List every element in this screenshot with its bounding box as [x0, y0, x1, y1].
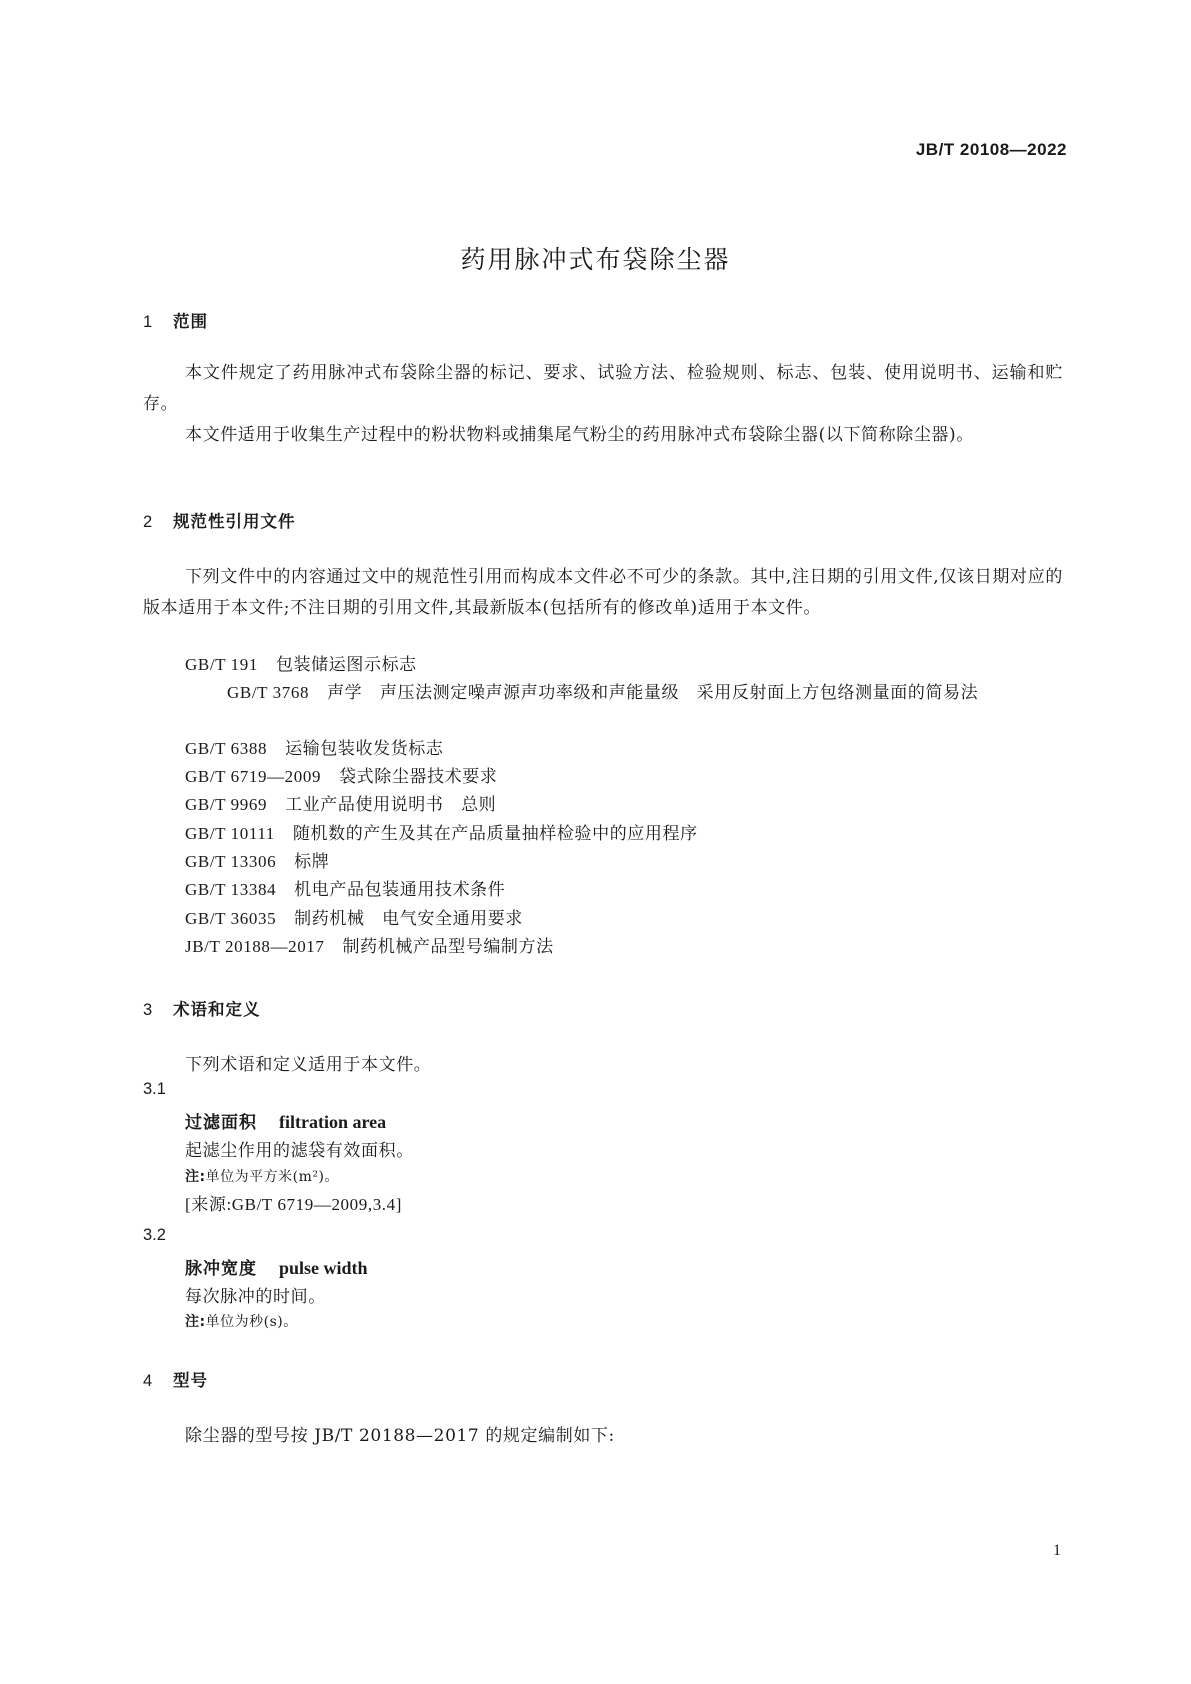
reference-code: GB/T 9969	[185, 795, 268, 814]
section-heading-terms	[143, 996, 261, 1020]
model-intro: 除尘器的型号按 JB/T 20188—2017 的规定编制如下:	[185, 1426, 615, 1446]
note-label: 注:	[185, 1314, 206, 1330]
reference-item	[185, 931, 1065, 963]
term-definition: 起滤尘作用的滤袋有效面积。	[185, 1141, 414, 1161]
scope-paragraph-2: 本文件适用于收集生产过程中的粉状物料或捕集尾气粉尘的药用脉冲式布袋除尘器(以下简称除尘器)。	[185, 425, 974, 445]
reference-title: 机电产品包装通用技术条件	[294, 880, 506, 900]
section-title: 型号	[173, 1371, 208, 1390]
reference-title: 声学 声压法测定噪声源声功率级和声能量级 采用反射面上方包络测量面的简易法	[327, 683, 979, 703]
term-number: 3.2	[143, 1226, 166, 1244]
references-intro: 下列文件中的内容通过文中的规范性引用而构成本文件必不可少的条款。其中,注日期的引用文件,仅该日期对应的版本适用于本文件;不注日期的引用文件,其最新版本(包括所有的修改单)适用于本文件。	[143, 567, 1063, 618]
reference-title: 标牌	[294, 852, 330, 872]
term-definition: 每次脉冲的时间。	[185, 1287, 326, 1307]
reference-code: GB/T 6719—2009	[185, 767, 322, 786]
reference-code: GB/T 191	[185, 655, 258, 674]
reference-title: 随机数的产生及其在产品质量抽样检验中的应用程序	[292, 824, 698, 844]
note-text: 单位为秒(s)。	[205, 1314, 298, 1330]
note-text: 单位为平方米(m²)。	[205, 1169, 339, 1185]
section-heading-references	[143, 508, 296, 532]
scope-paragraph-1: 本文件规定了药用脉冲式布袋除尘器的标记、要求、试验方法、检验规则、标志、包装、使用说明书、运输和贮存。	[143, 363, 1063, 414]
section-title: 范围	[173, 312, 208, 331]
reference-item	[143, 677, 1063, 709]
reference-item	[185, 789, 1065, 821]
reference-code: JB/T 20188—2017	[185, 937, 325, 956]
reference-title: 制药机械 电气安全通用要求	[294, 909, 523, 929]
terms-intro: 下列术语和定义适用于本文件。	[185, 1055, 432, 1075]
reference-title: 包装储运图示标志	[275, 655, 417, 675]
reference-code: GB/T 10111	[185, 824, 275, 843]
reference-item	[185, 874, 1065, 906]
section-number: 4	[143, 1372, 154, 1390]
reference-code: GB/T 6388	[185, 739, 268, 758]
standard-number: JB/T 20108—2022	[915, 140, 1067, 159]
term-heading	[185, 1254, 368, 1279]
reference-code: GB/T 13384	[185, 880, 277, 899]
note-label: 注:	[185, 1169, 206, 1185]
reference-code: GB/T 3768	[227, 683, 310, 702]
reference-title: 袋式除尘器技术要求	[339, 767, 498, 787]
term-note	[185, 1166, 339, 1186]
section-heading-model	[143, 1367, 208, 1391]
term-english: pulse width	[279, 1258, 368, 1278]
term-number: 3.1	[143, 1080, 166, 1098]
section-number: 1	[143, 313, 154, 331]
term-chinese: 脉冲宽度	[185, 1259, 257, 1279]
section-number: 3	[143, 1001, 154, 1019]
term-heading	[185, 1108, 386, 1133]
section-title: 规范性引用文件	[173, 512, 296, 531]
reference-title: 工业产品使用说明书 总则	[285, 795, 497, 815]
reference-title: 运输包装收发货标志	[285, 739, 444, 759]
term-source: [来源:GB/T 6719—2009,3.4]	[185, 1195, 403, 1214]
section-number: 2	[143, 513, 154, 531]
reference-code: GB/T 36035	[185, 909, 277, 928]
section-heading-scope	[143, 308, 208, 332]
page-number: 1	[1053, 1542, 1061, 1559]
term-note	[185, 1311, 298, 1331]
reference-title: 制药机械产品型号编制方法	[342, 937, 554, 957]
term-english: filtration area	[279, 1112, 387, 1132]
reference-code: GB/T 13306	[185, 852, 277, 871]
section-title: 术语和定义	[173, 1000, 261, 1019]
term-chinese: 过滤面积	[185, 1113, 257, 1133]
document-title: 药用脉冲式布袋除尘器	[460, 245, 731, 274]
